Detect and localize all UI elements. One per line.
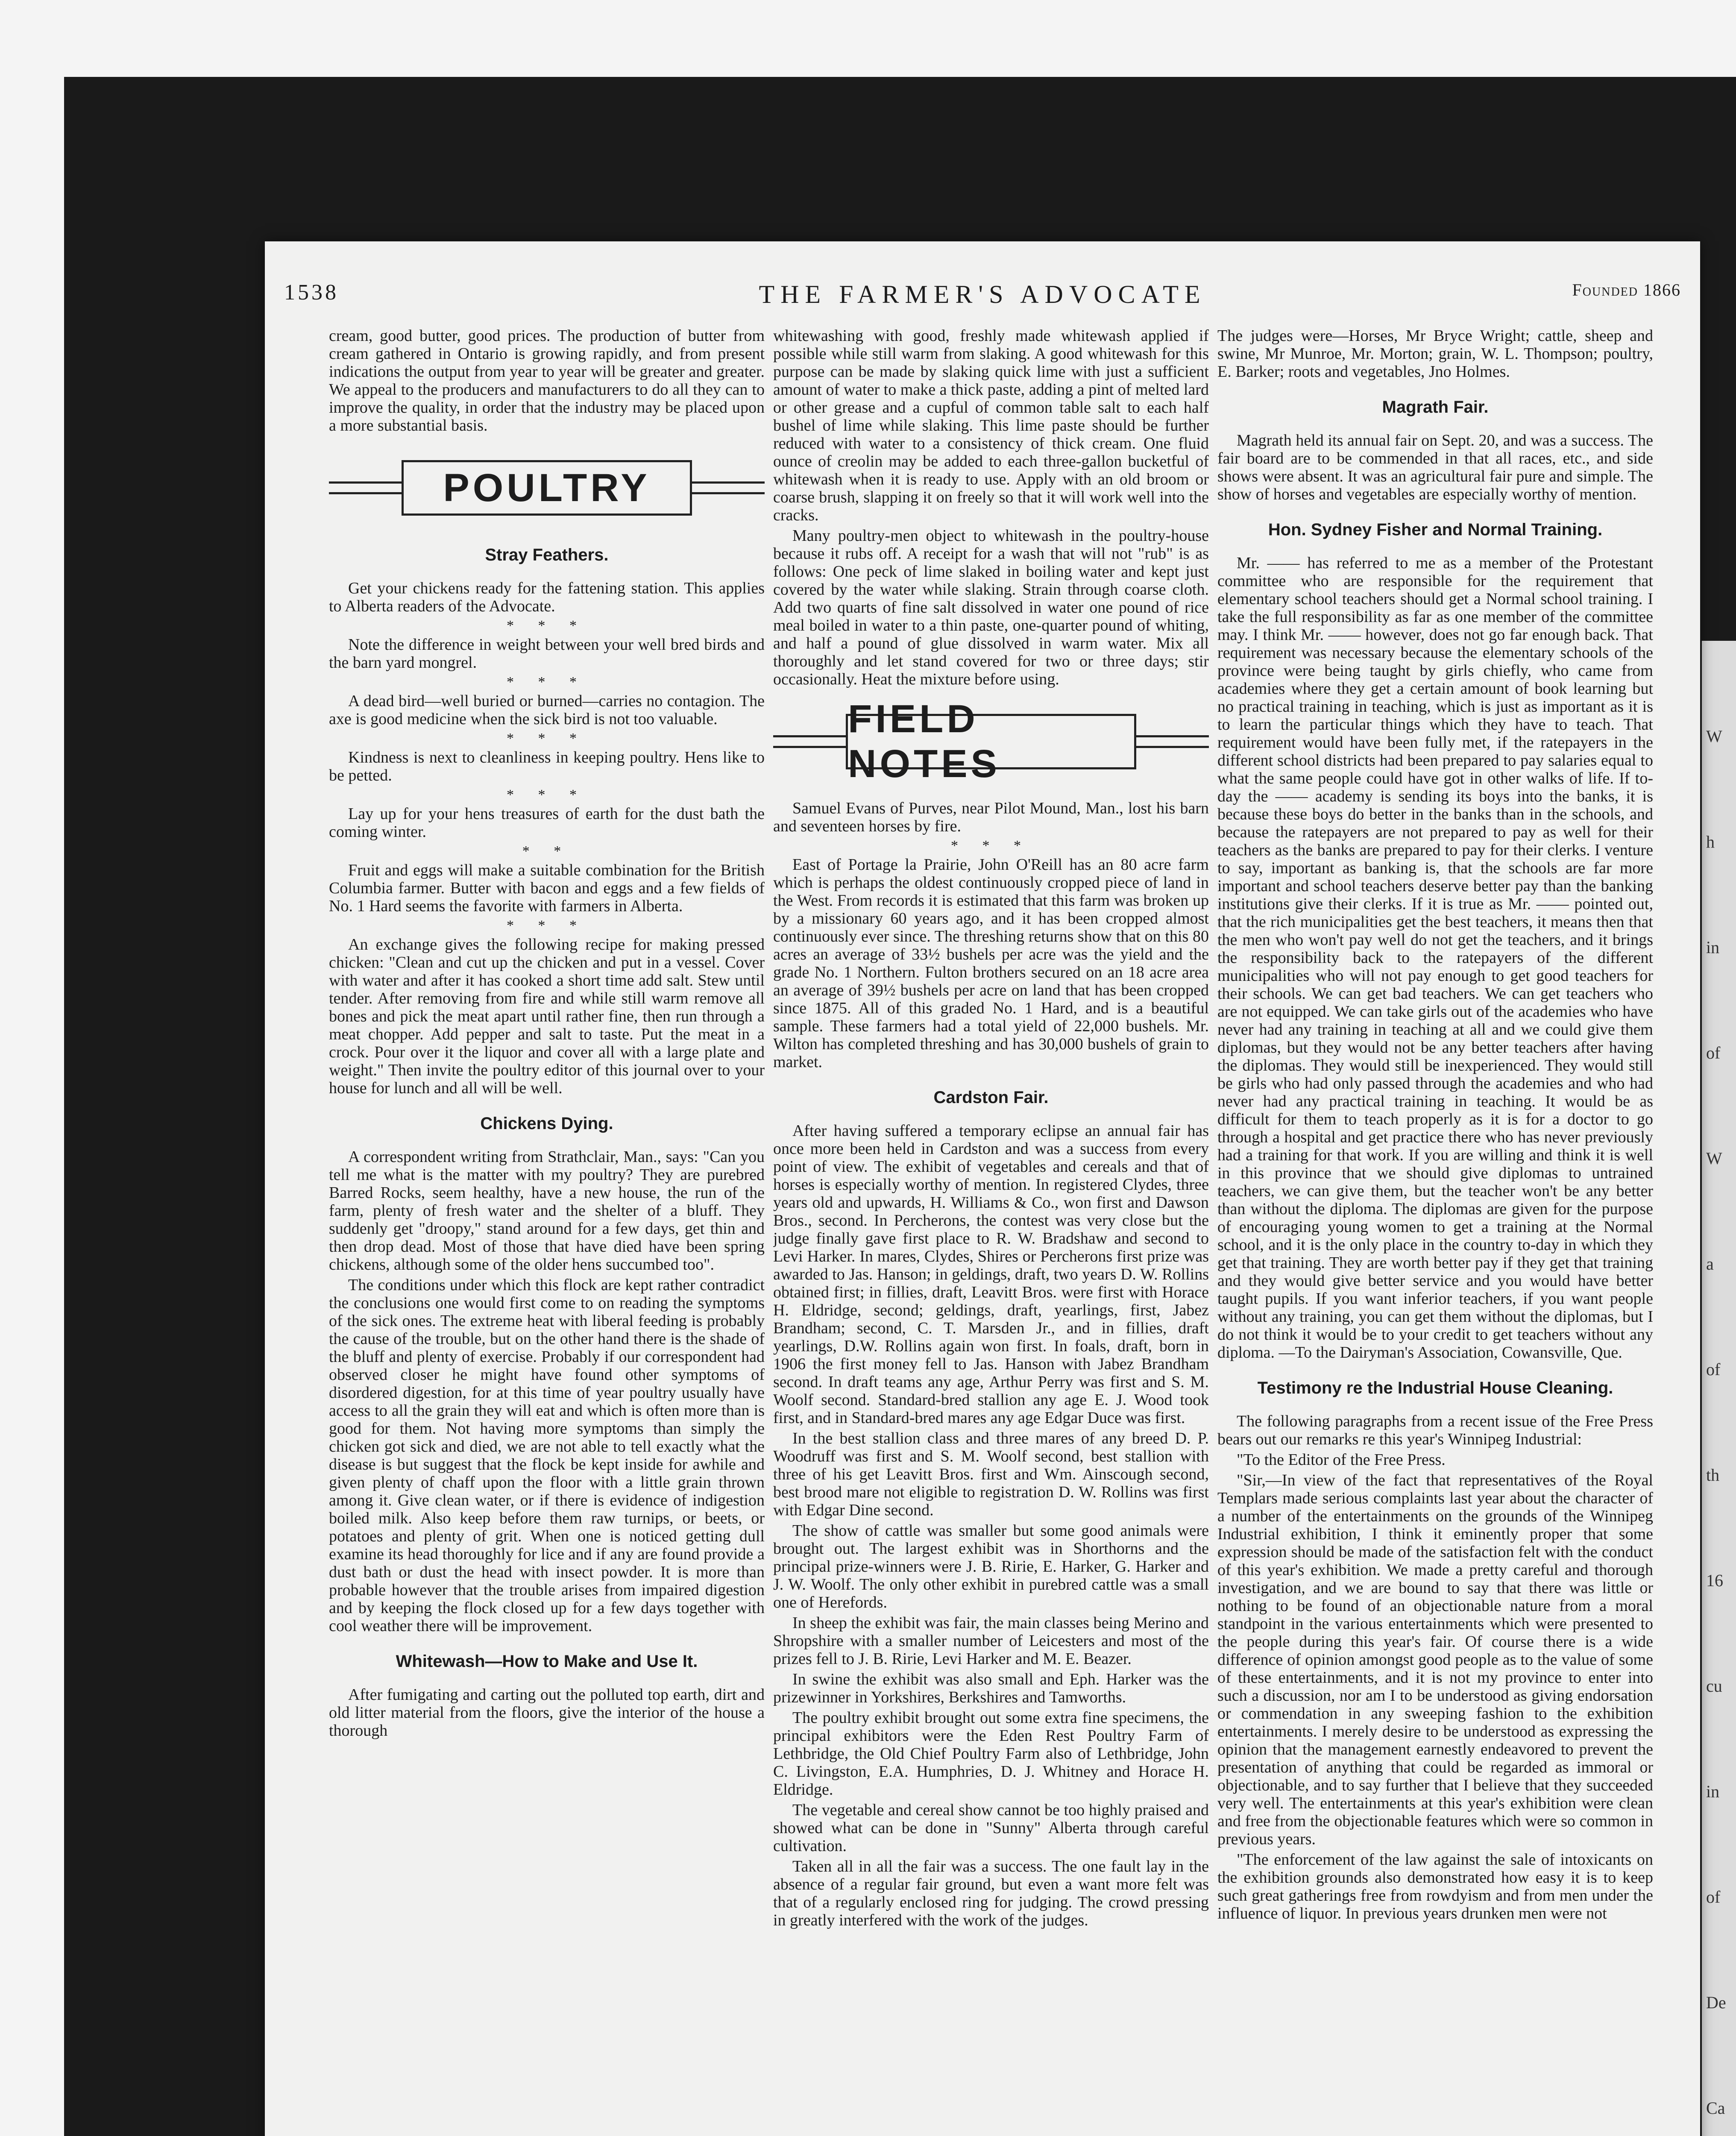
- article-paragraph: The judges were—Horses, Mr Bryce Wright; cattle, sheep and swine, Mr Munroe, Mr. Morton; grain, W. L. Thompson; poultry, E. Barker; roots and vegetables, Jno Holmes.: [1217, 327, 1653, 381]
- article-title: Hon. Sydney Fisher and Normal Training.: [1268, 520, 1603, 539]
- newspaper-page: [265, 241, 1700, 2136]
- article-paragraph: "The enforcement of the law against the sale of intoxicants on the exhibition grounds also demonstrated how easy it is to keep such great gatherings free from rowdyism and from men under the influence of liquor. In previous years drunken men were not: [1217, 1851, 1653, 1922]
- edge-fragment: of: [1706, 1887, 1721, 1907]
- column-2: [773, 327, 1209, 2136]
- article-paragraph: An exchange gives the following recipe for making pressed chicken: "Clean and cut up the chicken and put in a vessel. Cover with water and after it has cooked a short time add salt. Stew until tender. After removing from fire and while still warm remove all bones and pick the meat apart until rather fine, then run through a meat chopper. Add pepper and salt to taste. Put the meat in a crock. Pour over it the liquor and cover all with a large plate and weight." Then invite the poultry editor of this journal over to your house for lunch and all will be well.: [329, 936, 765, 1097]
- article-paragraph: Kindness is next to cleanliness in keeping poultry. Hens like to be petted.: [329, 748, 765, 784]
- edge-fragment: th: [1706, 1465, 1720, 1485]
- edge-fragment: in: [1706, 938, 1720, 957]
- article-paragraph: Samuel Evans of Purves, near Pilot Mound, Man., lost his barn and seventeen horses by fire.: [773, 799, 1209, 835]
- poultry-banner: [329, 456, 765, 520]
- article-paragraph: "Sir,—In view of the fact that representatives of the Royal Templars made serious complaints last year about the character of a number of the entertainments on the grounds of the Winnipeg Industrial exhibition, I think it eminently proper that some expression should be made of the satisfaction felt with the conduct of this year's exhibition. We made a pretty careful and thorough investigation, and we are bound to say that there was little or nothing to be found of an objectionable nature from a moral standpoint in the various entertainments which were presented to the people during this year's fair. Of course there is a wide difference of opinion amongst good people as to the value of some of these entertainments, and it is not my province to enter into such a discussion, nor am I to be understood as giving endorsation or commendation in any sweeping fashion to the exhibition entertainments. I merely desire to be understood as expressing the opinion that the management earnestly endeavored to prevent the presentation of anything that could be regarded as immoral or objectionable, and to say further that I believe that they succeeded very well. The entertainments at this year's exhibition were clean and free from the objectionable features which were so common in previous years.: [1217, 1471, 1653, 1848]
- article-paragraph: The vegetable and cereal show cannot be too highly praised and showed what can be done in "Sunny" Alberta through careful cultivation.: [773, 1801, 1209, 1855]
- column-1: [329, 327, 765, 2136]
- banner-box: [846, 697, 1136, 786]
- article-paragraph: In the best stallion class and three mares of any breed D. P. Woodruff was first and S. M. Woolf second, best stallion with three of his get Leavitt Bros. first and Wm. Ainscough second, best brood mare not eligible to registration D. W. Rollins was first with Edgar Dine second.: [773, 1429, 1209, 1519]
- edge-fragment: De: [1706, 1993, 1726, 2012]
- section-title-field-notes: FIELD NOTES: [848, 697, 1000, 786]
- page-header: [284, 280, 1681, 310]
- article-paragraph: The show of cattle was smaller but some good animals were brought out. The largest exhibit was in Shorthorns and the principal prize-winners were J. B. Ririe, E. Harker, G. Harker and J. W. Woolf. The only other exhibit in purebred cattle was a small one of Herefords.: [773, 1522, 1209, 1611]
- article-paragraph: Taken all in all the fair was a success. The one fault lay in the absence of a regular fair ground, but even a want more felt was that of a regularly enclosed ring for judging. The crowd pressing in greatly interfered with the work of the judges.: [773, 1857, 1209, 1929]
- edge-fragment: W: [1706, 1149, 1722, 1168]
- column-3: [1217, 327, 1653, 2136]
- article-title: Magrath Fair.: [1382, 398, 1489, 417]
- article-paragraph: Many poultry-men object to whitewash in the poultry-house because it rubs off. A receipt for a wash that will not "rub" is as follows: One peck of lime slaked in boiling water and kept just covered by the water while slaking. Strain through coarse cloth. Add two quarts of fine salt dissolved in water one pound of rice meal boiled in water to a thin paste, one-quarter pound of whiting, and half a pound of glue dissolved in warm water. Mix all thoroughly and let stand covered for two or three days; stir occasionally. Heat the mixture before using.: [773, 527, 1209, 688]
- article-title: Chickens Dying.: [480, 1114, 613, 1133]
- founded-note: Founded 1866: [1572, 280, 1681, 299]
- article-paragraph: The poultry exhibit brought out some extra fine specimens, the principal exhibitors were the Eden Rest Poultry Farm of Lethbridge, the Old Chief Poultry Farm also of Lethbridge, John C. Livingston, E.A. Humphries, D. J. Whitney and Horace H. Eldridge.: [773, 1709, 1209, 1799]
- section-divider: * *: [522, 843, 572, 859]
- publication-title: THE FARMER'S ADVOCATE: [759, 280, 1206, 308]
- article-title: Stray Feathers.: [485, 546, 609, 564]
- section-divider: * * *: [951, 838, 1031, 854]
- article-paragraph: The conditions under which this flock are kept rather contradict the conclusions one would first come to on reading the symptoms of the sick ones. The extreme heat with liberal feeding is probably the cause of the trouble, but on the other hand there is the shade of the bluff and plenty of exercise. Probably if our correspondent had observed closer he might have found other symptoms of disordered digestion, for at this time of year poultry usually have access to all the grain they will eat and which is often more than is good for them. Not having more symptoms than simply the chicken got sick and died, we are not able to tell exactly what the disease is but suggest that the flock be kept inside for awhile and given plenty of chaff upon the floor with a little grain thrown among it. Give clean water, or if there is evidence of indigestion boiled milk. Also keep before them raw turnips, or beets, or potatoes and plenty of grit. When one is noticed getting dull examine its head thoroughly for lice and if any are found provide a dust bath or dust the head with insect powder. It is more than probable however that the trouble arises from impaired digestion and by keeping the flock closed up for a few days together with cool weather there will be improvement.: [329, 1276, 765, 1635]
- article-paragraph: Fruit and eggs will make a suitable combination for the British Columbia farmer. Butter with bacon and eggs and a few fields of No. 1 Hard seems the favorite with farmers in Alberta.: [329, 861, 765, 915]
- section-divider: * * *: [507, 918, 587, 933]
- article-paragraph: "To the Editor of the Free Press.: [1237, 1451, 1446, 1469]
- edge-fragment: of: [1706, 1043, 1721, 1062]
- page-number: 1538: [284, 280, 339, 305]
- section-divider: * * *: [507, 787, 587, 803]
- article-paragraph: After fumigating and carting out the polluted top earth, dirt and old litter material from the floors, give the interior of the house a thorough: [329, 1686, 765, 1740]
- banner-box: [402, 460, 692, 516]
- section-divider: * * *: [507, 674, 587, 690]
- article-title: Cardston Fair.: [933, 1088, 1049, 1107]
- edge-fragment: 16: [1706, 1571, 1723, 1590]
- section-divider: * * *: [507, 618, 587, 634]
- article-paragraph: After having suffered a temporary eclipse an annual fair has once more been held in Cardston and was a success from every point of view. The exhibit of vegetables and cereals and that of horses is especially worthy of mention. In registered Clydes, three years old and upwards, H. Williams & Co., won first and Dawson Bros., second. In Percherons, the contest was very close but the judge finally gave first place to R. W. Bradshaw and second to Levi Harker. In mares, Clydes, Shires or Percherons first prize was awarded to Jas. Hanson; in geldings, draft, two years D. W. Rollins obtained first; in fillies, draft, Leavitt Bros. were first with Horace H. Eldridge, second; geldings, draft, yearlings, first, Jabez Brandham; second, C. T. Marsden Jr., and in fillies, draft yearlings, D.W. Rollins again won first. In foals, draft, born in 1906 the first money fell to Jas. Hanson with Jabez Brandham second. In draft teams any age, Arthur Perry was first and S. M. Woolf second. Standard-bred stallion any age E. J. Wood took first, and in Standard-bred mares any age Edgar Duce was first.: [773, 1122, 1209, 1427]
- article-paragraph: In sheep the exhibit was fair, the main classes being Merino and Shropshire with a smaller number of Leicesters and most of the prizes fell to J. B. Ririe, Levi Harker and M. E. Beazer.: [773, 1614, 1209, 1668]
- edge-fragment: h: [1706, 832, 1715, 851]
- article-paragraph: Magrath held its annual fair on Sept. 20, and was a success. The fair board are to be commended in that all races, etc., and side shows were absent. It was an agricultural fair pure and simple. The show of horses and vegetables are especially worthy of mention.: [1217, 431, 1653, 503]
- article-paragraph: A correspondent writing from Strathclair, Man., says: "Can you tell me what is the matter with my poultry? They are purebred Barred Rocks, seem healthy, have a new house, the run of the farm, plenty of fresh water and the shelter of a bluff. They suddenly get "droopy," stand around for a few days, get thin and then drop dead. Most of those that have died have been spring chickens, although some of the older hens succumbed too".: [329, 1148, 765, 1273]
- edge-fragment: of: [1706, 1360, 1721, 1379]
- article-paragraph: Lay up for your hens treasures of earth for the dust bath the coming winter.: [329, 805, 765, 841]
- edge-fragment: in: [1706, 1782, 1720, 1801]
- butter-paragraph: cream, good butter, good prices. The production of butter from cream gathered in Ontario is growing rapidly, and from present indications the output from year to year will be greater and greater. We appeal to the producers and manufacturers to do all they can to improve the quality, in order that the industry may be placed upon a more substantial basis.: [329, 327, 765, 434]
- article-paragraph: The following paragraphs from a recent issue of the Free Press bears out our remarks re this year's Winnipeg Industrial:: [1217, 1412, 1653, 1448]
- article-paragraph: A dead bird—well buried or burned—carries no contagion. The axe is good medicine when the sick bird is not too valuable.: [329, 692, 765, 728]
- adjacent-page-edge: [1702, 641, 1736, 2136]
- article-title: Testimony re the Industrial House Cleaning.: [1257, 1379, 1613, 1397]
- field-notes-banner: [773, 697, 1209, 786]
- article-paragraph: whitewashing with good, freshly made whitewash applied if possible while still warm from slaking. A good whitewash for this purpose can be made by slaking quick lime with just a sufficient amount of water to make a thick paste, adding a pint of melted lard or other grease and a cupful of common table salt to each half bushel of lime while slaking. This lime paste should be further reduced with water to a consistency of thick cream. One fluid ounce of creolin may be added to each three-gallon bucketful of whitewash when it is ready to use. Apply with an old broom or coarse brush, slapping it on freely so that it will work well into the cracks.: [773, 327, 1209, 524]
- section-title-poultry: POULTRY: [443, 466, 651, 510]
- article-paragraph: Get your chickens ready for the fattening station. This applies to Alberta readers of the Advocate.: [329, 579, 765, 615]
- edge-fragment: a: [1706, 1254, 1714, 1273]
- edge-fragment: Ca: [1706, 2098, 1725, 2118]
- edge-fragment: W: [1706, 727, 1722, 746]
- article-paragraph: In swine the exhibit was also small and Eph. Harker was the prizewinner in Yorkshires, Berkshires and Tamworths.: [773, 1670, 1209, 1706]
- section-divider: * * *: [507, 731, 587, 746]
- article-title: Whitewash—How to Make and Use It.: [396, 1652, 698, 1671]
- edge-fragment: cu: [1706, 1676, 1722, 1696]
- article-paragraph: Note the difference in weight between your well bred birds and the barn yard mongrel.: [329, 636, 765, 672]
- article-paragraph: East of Portage la Prairie, John O'Reill has an 80 acre farm which is perhaps the oldest continuously cropped piece of land in the West. From records it is estimated that this farm was broken up by a missionary 60 years ago, and it has been cropped almost continuously ever since. The threshing returns show that on this 80 acres an average of 33½ bushels per acre was the yield and the grade No. 1 Northern. Fulton brothers secured on an 18 acre area an average of 39½ bushels per acre on land that has been cropped since 1875. All of this graded No. 1 Hard, and is a beautiful sample. These farmers had a total yield of 22,000 bushels. Mr. Wilton has completed threshing and has 30,000 bushels of grain to market.: [773, 856, 1209, 1071]
- article-paragraph: Mr. —— has referred to me as a member of the Protestant committee who are responsible for the requirement that elementary school teachers should get a Normal school training. I take the full responsibility as far as one member of the committee may. I think Mr. —— however, does not go far enough back. That requirement was necessary because the elementary schools of the province were being taught by girls chiefly, who came from academies where they get a certain amount of book learning but no practical training in teaching, which is just as important as it is to learn the particular things which they have to teach. That requirement would have been fully met, if the ratepayers in the different school districts had been prepared to pay salaries equal to what the same people could have got in other walks of life. If to-day the —— academy is sending its boys into the banks, it is because these boys do better in the banks than in the schools, and because the ratepayers are not prepared to pay as well for their teachers as the banks are prepared to pay for their clerks. I venture to say, important as banking is, that the schools are far more important and school teachers deserve better pay than the banking institutions give their clerks. If it is true as Mr. —— pointed out, that the rich municipalities get the best teachers, it means then that the men who won't pay well do not get the teachers, and it brings the responsibility back to the ratepayers of the different municipalities who will not pay enough to get good teachers for their schools. We can get bad teachers. We can get teachers who are not equipped. We can take girls out of the academies who have never had any training in teaching at all and we could give them diplomas, but they would not be any better teachers after having the diplomas. They would still be inexperienced. They would still be girls who had only passed through the academies and who had never had any practical training in teaching. It would be as difficult for them to teach properly as it is for a doctor to go through a hospital and get practice there who has never previously had a training for that work. If you are willing and think it is well in this province that we should give diplomas to untrained teachers, we can give them, but the teacher won't be any better than without the diploma. The diplomas are given for the purpose of encouraging young women to get a training at the Normal school, and it is the only place in the country to-day in which they get that training. They are worth better pay if they get that training and they would give better service and you would have better taught pupils. If you want inferior teachers, if you want people without any training, you can get them without the diplomas, but I do not think it would be to your credit to get teachers without any diploma. —To the Dairyman's Association, Cowansville, Que.: [1217, 554, 1653, 1361]
